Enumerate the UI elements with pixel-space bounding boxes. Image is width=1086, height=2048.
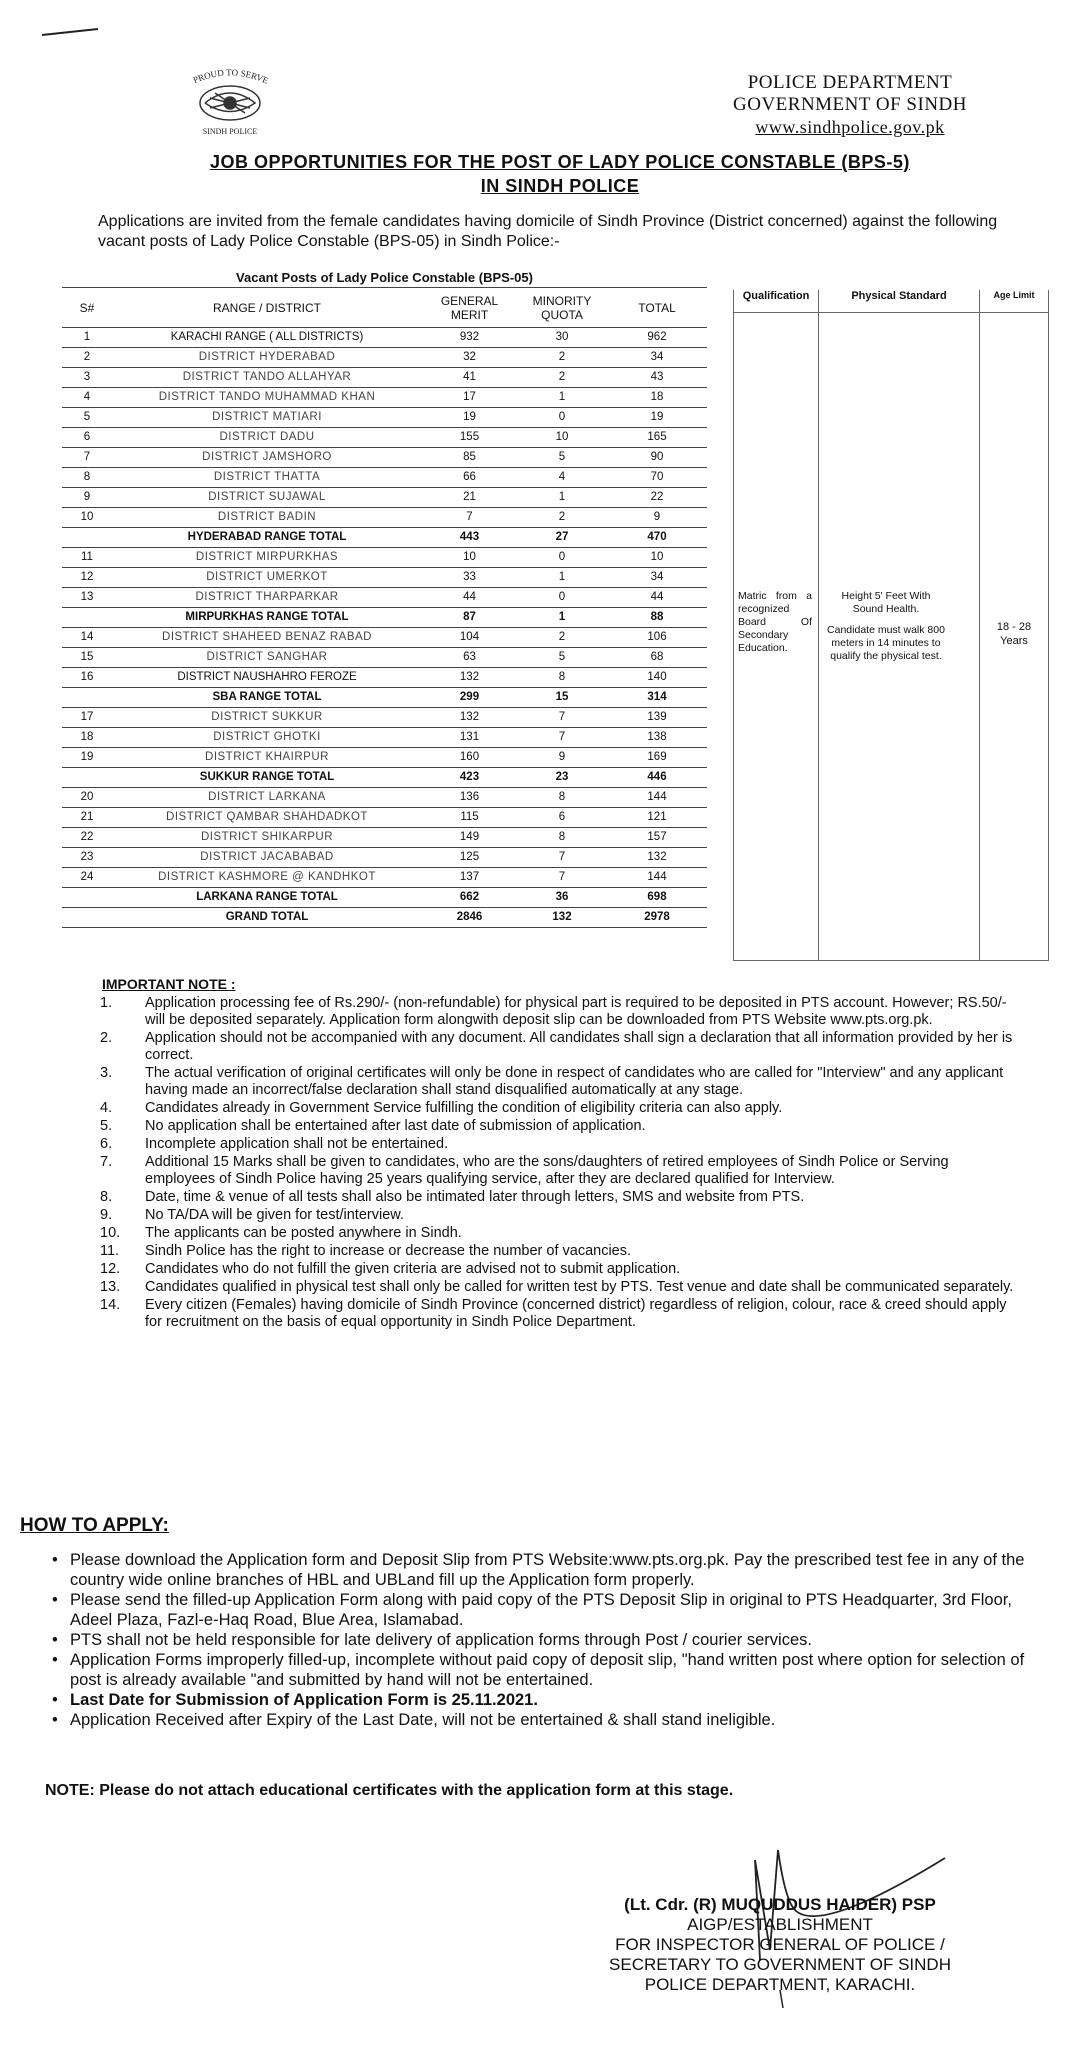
row-total: 18 [607,388,707,408]
row-district: MIRPURKHAS RANGE TOTAL [112,608,422,628]
row-total: 43 [607,368,707,388]
row-minority-quota: 30 [517,328,607,348]
table-row [62,848,707,868]
row-sn: 10 [62,508,112,528]
row-minority-quota: 15 [517,688,607,708]
row-total: 44 [607,588,707,608]
row-district: DISTRICT MATIARI [112,408,422,428]
row-general-merit: 104 [422,628,517,648]
note-number: 4. [100,1100,113,1116]
row-minority-quota: 8 [517,668,607,688]
important-note-heading: IMPORTANT NOTE : [102,976,236,992]
row-district: DISTRICT SUKKUR [112,708,422,728]
table-row [62,688,707,708]
table-row [62,628,707,648]
row-general-merit: 10 [422,548,517,568]
row-sn: 24 [62,868,112,888]
row-minority-quota: 4 [517,468,607,488]
table-row [62,708,707,728]
row-sn: 11 [62,548,112,568]
row-sn: 2 [62,348,112,368]
col-header-general-merit: GENERAL MERIT [422,288,517,328]
row-total: 19 [607,408,707,428]
age-limit-header: Age Limit [980,290,1048,313]
walk-requirement: Candidate must walk 800 meters in 14 minutes to qualify the physical test. [827,624,945,662]
table-row [62,468,707,488]
row-district: DISTRICT BADIN [112,508,422,528]
row-minority-quota: 1 [517,608,607,628]
row-sn: 18 [62,728,112,748]
row-minority-quota: 2 [517,368,607,388]
apply-step [52,1710,1052,1730]
note-item [100,1030,1020,1064]
table-row [62,748,707,768]
row-district: KARACHI RANGE ( ALL DISTRICTS) [112,328,422,348]
table-row [62,808,707,828]
note-item [100,995,1020,1029]
row-total: 144 [607,788,707,808]
title-line-1: JOB OPPORTUNITIES FOR THE POST OF LADY POLICE CONSTABLE (BPS-5) [210,152,910,172]
row-general-merit: 7 [422,508,517,528]
vacancy-table [62,268,707,928]
table-row [62,508,707,528]
note-item [100,1261,1020,1278]
row-total: 34 [607,568,707,588]
table-row [62,728,707,748]
row-general-merit: 160 [422,748,517,768]
row-general-merit: 125 [422,848,517,868]
note-text: Date, time & venue of all tests shall also be intimated later through letters, SMS and website from PTS. [145,1189,805,1205]
qualification-header: Qualification [734,290,818,313]
row-district: DISTRICT SHAHEED BENAZ RABAD [112,628,422,648]
row-sn: 5 [62,408,112,428]
row-district: DISTRICT TANDO ALLAHYAR [112,368,422,388]
row-district: DISTRICT UMERKOT [112,568,422,588]
department-header [700,72,1000,138]
row-total: 22 [607,488,707,508]
note-item [100,1065,1020,1099]
row-sn: 4 [62,388,112,408]
row-total: 132 [607,848,707,868]
physical-standard-header: Physical Standard [819,290,979,313]
row-minority-quota: 6 [517,808,607,828]
row-sn [62,908,112,928]
table-row [62,428,707,448]
note-text: The actual verification of original certificates will only be done in respect of candidates who are called for "Interview" and any applicant having made an incorrect/false declaration shall stand disqualified automatically at any stage. [145,1065,1004,1098]
row-minority-quota: 10 [517,428,607,448]
row-general-merit: 662 [422,888,517,908]
age-range: 18 - 28 [996,621,1032,633]
row-sn: 19 [62,748,112,768]
row-total: 9 [607,508,707,528]
row-district: DISTRICT THARPARKAR [112,588,422,608]
signer-line: FOR INSPECTOR GENERAL OF POLICE / [615,1935,945,1954]
row-general-merit: 85 [422,448,517,468]
row-total: 2978 [607,908,707,928]
row-general-merit: 443 [422,528,517,548]
table-row [62,768,707,788]
how-to-apply-heading: HOW TO APPLY: [20,1515,169,1536]
note-number: 2. [100,1030,113,1046]
apply-step-text: Application Forms improperly filled-up, incomplete without paid copy of deposit slip, "hand written post where option for selection of post is already available "and submitted by hand will not be entertained. [70,1651,1025,1689]
row-minority-quota: 23 [517,768,607,788]
row-total: 470 [607,528,707,548]
row-minority-quota: 36 [517,888,607,908]
note-text: Candidates who do not fulfill the given criteria are advised not to submit application. [145,1261,681,1277]
row-general-merit: 136 [422,788,517,808]
row-district: DISTRICT LARKANA [112,788,422,808]
height-requirement: Height 5' Feet With Sound Health. [841,590,931,615]
note-text: Application should not be accompanied with any document. All candidates shall sign a declaration that all information provided by her is correct. [145,1030,1013,1063]
note-number: 11. [100,1243,120,1259]
table-row [62,888,707,908]
row-general-merit: 87 [422,608,517,628]
row-sn [62,688,112,708]
note-number: 9. [100,1207,113,1223]
row-sn: 3 [62,368,112,388]
note-number: 12. [100,1261,121,1277]
row-minority-quota: 5 [517,648,607,668]
table-row [62,348,707,368]
row-district: DISTRICT GHOTKI [112,728,422,748]
row-district: SUKKUR RANGE TOTAL [112,768,422,788]
row-total: 144 [607,868,707,888]
apply-step [52,1630,1052,1650]
row-sn: 13 [62,588,112,608]
row-total: 314 [607,688,707,708]
note-item [100,1154,1020,1188]
note-number: 3. [100,1065,113,1081]
note-number: 8. [100,1189,113,1205]
row-general-merit: 44 [422,588,517,608]
table-row [62,568,707,588]
table-row [62,388,707,408]
row-minority-quota: 2 [517,628,607,648]
row-general-merit: 33 [422,568,517,588]
row-district: DISTRICT THATTA [112,468,422,488]
note-number: 10. [100,1225,121,1241]
panel-divider [818,290,819,960]
note-text: Application processing fee of Rs.290/- (non-refundable) for physical part is required to be deposited in PTS account. However; RS.50/- will be deposited separately. Application form alongwith deposit slip can be downloaded from PTS Website www.pts.org.pk. [145,995,1007,1028]
row-sn: 12 [62,568,112,588]
note-number: 14. [100,1297,121,1313]
note-number: 6. [100,1136,113,1152]
table-row [62,668,707,688]
table-row [62,368,707,388]
row-district: DISTRICT QAMBAR SHAHDADKOT [112,808,422,828]
row-total: 10 [607,548,707,568]
signer-line: POLICE DEPARTMENT, KARACHI. [644,1975,916,1994]
row-district: DISTRICT HYDERABAD [112,348,422,368]
table-row [62,488,707,508]
note-number: 13. [100,1279,121,1295]
row-district: DISTRICT SANGHAR [112,648,422,668]
row-general-merit: 132 [422,668,517,688]
note-item [100,1297,1020,1331]
row-minority-quota: 0 [517,588,607,608]
row-minority-quota: 132 [517,908,607,928]
intro-text: Applications are invited from the female candidates having domicile of Sindh Province (District concerned) against the following vacant posts of Lady Police Constable (BPS-05) in Sindh Police:- [98,213,998,250]
note-item [100,1136,1020,1153]
row-general-merit: 19 [422,408,517,428]
row-minority-quota: 8 [517,828,607,848]
row-total: 121 [607,808,707,828]
row-sn [62,608,112,628]
apply-step [52,1590,1052,1630]
row-minority-quota: 1 [517,568,607,588]
row-district: DISTRICT JAMSHORO [112,448,422,468]
note-item [100,1279,1020,1296]
row-district: DISTRICT TANDO MUHAMMAD KHAN [112,388,422,408]
row-district: DISTRICT KHAIRPUR [112,748,422,768]
row-general-merit: 137 [422,868,517,888]
row-total: 169 [607,748,707,768]
row-general-merit: 149 [422,828,517,848]
row-sn: 14 [62,628,112,648]
how-to-apply-list [52,1550,1052,1730]
row-general-merit: 17 [422,388,517,408]
note-text: No application shall be entertained after last date of submission of application. [145,1118,646,1134]
row-sn: 7 [62,448,112,468]
department-line: POLICE DEPARTMENT [747,72,953,93]
row-sn: 17 [62,708,112,728]
sindh-police-logo [150,58,310,138]
row-district: DISTRICT NAUSHAHRO FEROZE [112,668,422,688]
row-minority-quota: 5 [517,448,607,468]
government-line: GOVERNMENT OF SINDH [733,94,967,115]
row-general-merit: 423 [422,768,517,788]
signer-line: SECRETARY TO GOVERNMENT OF SINDH [609,1955,951,1974]
row-total: 88 [607,608,707,628]
table-row [62,548,707,568]
row-sn: 21 [62,808,112,828]
table-row [62,788,707,808]
row-district: DISTRICT JACABABAD [112,848,422,868]
table-row [62,648,707,668]
row-district: DISTRICT DADU [112,428,422,448]
note-item [100,1189,1020,1206]
row-general-merit: 21 [422,488,517,508]
title-line-2: IN SINDH POLICE [480,176,640,196]
age-limit-text [986,620,1042,648]
note-item [100,1207,1020,1224]
age-unit: Years [1000,635,1028,647]
signer-name: (Lt. Cdr. (R) MUQUDDUS HAIDER) PSP [624,1895,936,1914]
bullet-icon: • [52,1651,58,1669]
row-sn: 15 [62,648,112,668]
row-total: 138 [607,728,707,748]
row-district: SBA RANGE TOTAL [112,688,422,708]
row-minority-quota: 1 [517,488,607,508]
important-note-list [100,995,1020,1332]
table-row [62,868,707,888]
row-minority-quota: 1 [517,388,607,408]
qualification-text: Matric from a recognized Board Of Secondary Education. [738,590,812,654]
row-total: 165 [607,428,707,448]
row-sn [62,888,112,908]
row-district: GRAND TOTAL [112,908,422,928]
col-header-range: RANGE / DISTRICT [112,288,422,328]
row-total: 446 [607,768,707,788]
row-minority-quota: 7 [517,728,607,748]
apply-step-text: Application Received after Expiry of the Last Date, will not be entertained & shall stand ineligible. [70,1711,776,1729]
row-sn: 22 [62,828,112,848]
table-row [62,328,707,348]
table-row [62,908,707,928]
note-text: No TA/DA will be given for test/interview. [145,1207,404,1223]
row-total: 157 [607,828,707,848]
logo-motto: PROUD TO SERVE [191,67,270,86]
table-row [62,448,707,468]
note-text: Candidates already in Government Service fulfilling the condition of eligibility criteria can also apply. [145,1100,783,1116]
col-header-minority-quota: MINORITY QUOTA [517,288,607,328]
scan-mark [40,28,100,36]
bullet-icon: • [52,1591,58,1609]
note-number: 1. [100,995,113,1011]
row-general-merit: 132 [422,708,517,728]
row-total: 139 [607,708,707,728]
row-district: DISTRICT KASHMORE @ KANDHKOT [112,868,422,888]
table-row [62,528,707,548]
svg-text:PROUD TO SERVE [192,67,271,85]
row-sn: 6 [62,428,112,448]
apply-step-text: PTS shall not be held responsible for late delivery of application forms through Post / courier services. [70,1631,812,1649]
logo-caption: SINDH POLICE [202,127,258,136]
row-total: 70 [607,468,707,488]
col-header-total: TOTAL [607,288,707,328]
bullet-icon: • [52,1631,58,1649]
row-general-merit: 41 [422,368,517,388]
row-general-merit: 66 [422,468,517,488]
note-text: Additional 15 Marks shall be given to candidates, who are the sons/daughters of retired employees of Sindh Police or Serving employees of Sindh Police having 25 years qualifying service, after they are declared qualified for Interview. [145,1154,949,1187]
apply-step [52,1650,1052,1690]
row-general-merit: 299 [422,688,517,708]
apply-step [52,1550,1052,1590]
note-item [100,1243,1020,1260]
note-item [100,1100,1020,1117]
row-minority-quota: 7 [517,848,607,868]
row-sn: 9 [62,488,112,508]
note-item [100,1225,1020,1242]
row-general-merit: 32 [422,348,517,368]
apply-step-text: Please download the Application form and Deposit Slip from PTS Website:www.pts.org.pk. Pay the prescribed test fee in any of the country wide online branches of HBL and UBLand fill up the Application form properly. [70,1551,1025,1589]
row-total: 962 [607,328,707,348]
row-sn [62,768,112,788]
row-total: 68 [607,648,707,668]
note-text: Every citizen (Females) having domicile of Sindh Province (concerned district) regardless of religion, colour, race & creed should apply for recruitment on the basis of equal opportunity in Sindh Police Department. [145,1297,1007,1330]
apply-step-text: Last Date for Submission of Application Form is 25.11.2021. [70,1691,538,1709]
row-sn: 23 [62,848,112,868]
row-minority-quota: 2 [517,348,607,368]
note-item [100,1118,1020,1135]
row-minority-quota: 8 [517,788,607,808]
note-text: Incomplete application shall not be entertained. [145,1136,449,1152]
signer-line: AIGP/ESTABLISHMENT [687,1915,873,1934]
table-body [62,328,707,928]
row-minority-quota: 7 [517,868,607,888]
row-minority-quota: 0 [517,548,607,568]
apply-step-text: Please send the filled-up Application Form along with paid copy of the PTS Deposit Slip in original to PTS Headquarter, 3rd Floor, Adeel Plaza, Fazl-e-Haq Road, Blue Area, Islamabad. [70,1591,1012,1629]
table-row [62,588,707,608]
note-text: Candidates qualified in physical test shall only be called for written test by PTS. Test venue and date shall be communicated separately. [145,1279,1014,1295]
col-header-sn: S# [62,288,112,328]
website-link[interactable]: www.sindhpolice.gov.pk [755,117,945,137]
row-sn: 20 [62,788,112,808]
note-text: The applicants can be posted anywhere in Sindh. [145,1225,462,1241]
table-caption: Vacant Posts of Lady Police Constable (BPS-05) [62,268,707,288]
table-row [62,828,707,848]
row-total: 34 [607,348,707,368]
row-sn: 8 [62,468,112,488]
row-general-merit: 131 [422,728,517,748]
row-sn: 1 [62,328,112,348]
table-row [62,608,707,628]
note-text: Sindh Police has the right to increase or decrease the number of vacancies. [145,1243,632,1259]
row-total: 90 [607,448,707,468]
row-general-merit: 115 [422,808,517,828]
panel-divider [979,290,980,960]
row-total: 698 [607,888,707,908]
physical-standard-text [826,590,946,663]
apply-step [52,1690,1052,1710]
row-minority-quota: 2 [517,508,607,528]
row-district: DISTRICT MIRPURKHAS [112,548,422,568]
row-district: LARKANA RANGE TOTAL [112,888,422,908]
bullet-icon: • [52,1551,58,1569]
row-total: 140 [607,668,707,688]
row-minority-quota: 7 [517,708,607,728]
signer-block [560,1895,1000,1995]
row-district: HYDERABAD RANGE TOTAL [112,528,422,548]
note-number: 7. [100,1154,113,1170]
row-general-merit: 155 [422,428,517,448]
row-minority-quota: 9 [517,748,607,768]
row-district: DISTRICT SUJAWAL [112,488,422,508]
row-minority-quota: 0 [517,408,607,428]
final-note: NOTE: Please do not attach educational certificates with the application form at this stage. [45,1782,734,1799]
row-sn: 16 [62,668,112,688]
row-total: 106 [607,628,707,648]
eligibility-panel [733,290,1049,961]
note-number: 5. [100,1118,113,1134]
row-sn [62,528,112,548]
row-minority-quota: 27 [517,528,607,548]
bullet-icon: • [52,1711,58,1729]
bullet-icon: • [52,1691,58,1709]
row-general-merit: 63 [422,648,517,668]
row-general-merit: 932 [422,328,517,348]
row-general-merit: 2846 [422,908,517,928]
row-district: DISTRICT SHIKARPUR [112,828,422,848]
page-title [60,150,1060,198]
table-row [62,408,707,428]
